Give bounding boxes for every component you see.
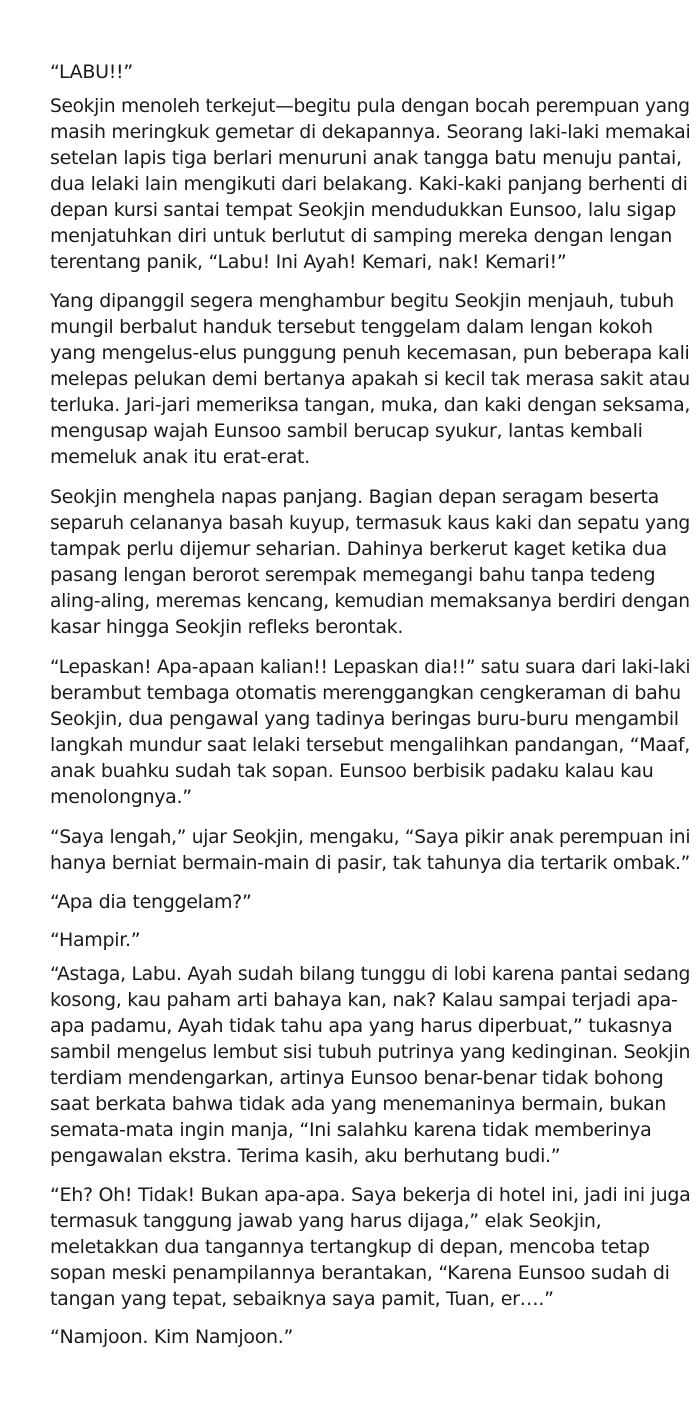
text-line: “Lepaskan! Apa-apaan kalian!! Lepaskan dia!!” satu suara dari laki-laki [50,656,691,678]
text-line: hanya berniat bermain-main di pasir, tak tahunya dia tertarik ombak.” [50,852,691,874]
text-line: masih meringkuk gemetar di dekapannya. Seorang laki-laki memakai [50,121,691,143]
text-line: terentang panik, “Labu! Ini Ayah! Kemari, nak! Kemari!” [50,251,567,273]
text-line: mungil berbalut handuk tersebut tenggelam dalam lengan kokoh [50,316,653,338]
text-line: setelan lapis tiga berlari menuruni anak tangga batu menuju pantai, [50,147,682,169]
text-line: “Namjoon. Kim Namjoon.” [50,1326,294,1348]
text-line: anak buahku sudah tak sopan. Eunsoo berbisik padaku kalau kau [50,760,654,782]
text-line: tangan yang tepat, sebaiknya saya pamit, Tuan, er….” [50,1288,554,1310]
text-line: termasuk tanggung jawab yang harus dijaga,” elak Seokjin, [50,1210,602,1232]
text-line: mengusap wajah Eunsoo sambil berucap syukur, lantas kembali [50,420,643,442]
text-line: aling-aling, meremas kencang, kemudian memaksanya berdiri dengan [50,590,690,612]
text-line: yang mengelus-elus punggung penuh kecemasan, pun beberapa kali [50,342,690,364]
text-line: “Hampir.” [50,929,141,951]
text-line: pengawalan ekstra. Terima kasih, aku berhutang budi.” [50,1145,561,1167]
text-line: berambut tembaga otomatis merenggangkan cengkeraman di bahu [50,682,681,704]
text-line: “LABU!!” [50,61,133,83]
text-line: sopan meski penampilannya berantakan, “Karena Eunsoo sudah di [50,1262,670,1284]
text-line: Seokjin menghela napas panjang. Bagian depan seragam beserta [50,486,660,508]
text-line: saat berkata bahwa tidak ada yang menemaninya bermain, bukan [50,1093,667,1115]
text-line: menjatuhkan diri untuk berlutut di samping mereka dengan lengan [50,225,673,247]
text-line: semata-mata ingin manja, “Ini salahku karena tidak memberinya [50,1119,652,1141]
text-line: “Saya lengah,” ujar Seokjin, mengaku, “Saya pikir anak perempuan ini [50,826,691,848]
text-line: memeluk anak itu erat-erat. [50,446,310,468]
text-line: kasar hingga Seokjin refleks berontak. [50,616,404,638]
text-line: sambil mengelus lembut sisi tubuh putrinya yang kedinginan. Seokjin [50,1041,691,1063]
text-line: menolongnya.” [50,786,192,808]
text-line: Yang dipanggil segera menghambur begitu Seokjin menjauh, tubuh [50,290,674,312]
text-line: langkah mundur saat lelaki tersebut mengalihkan pandangan, “Maaf, [50,734,691,756]
text-line: meletakkan dua tangannya tertangkup di depan, mencoba tetap [50,1236,650,1258]
text-line: melepas pelukan demi bertanya apakah si kecil tak merasa sakit atau [50,368,690,390]
text-line: separuh celananya basah kuyup, termasuk kaus kaki dan sepatu yang [50,512,690,534]
text-line: depan kursi santai tempat Seokjin mendudukkan Eunsoo, lalu sigap [50,199,677,221]
text-line: terluka. Jari-jari memeriksa tangan, muka, dan kaki dengan seksama, [50,394,691,416]
text-line: “Eh? Oh! Tidak! Bukan apa-apa. Saya bekerja di hotel ini, jadi ini juga [50,1184,691,1206]
text-line: Seokjin, dua pengawal yang tadinya beringas buru-buru mengambil [50,708,679,730]
text-line: pasang lengan berorot serempak memegangi bahu tanpa tedeng [50,564,656,586]
text-line: kosong, kau paham arti bahaya kan, nak? Kalau sampai terjadi apa- [50,989,678,1011]
text-line: apa padamu, Ayah tidak tahu apa yang harus diperbuat,” tukasnya [50,1015,673,1037]
text-line: tampak perlu dijemur seharian. Dahinya berkerut kaget ketika dua [50,538,667,560]
text-line: Seokjin menoleh terkejut—begitu pula dengan bocah perempuan yang [50,95,690,117]
text-line: “Apa dia tenggelam?” [50,891,252,913]
text-line: “Astaga, Labu. Ayah sudah bilang tunggu di lobi karena pantai sedang [50,963,691,985]
text-line: terdiam mendengarkan, artinya Eunsoo benar-benar tidak bohong [50,1067,664,1089]
text-line: dua lelaki lain mengikuti dari belakang. Kaki-kaki panjang berhenti di [50,173,688,195]
